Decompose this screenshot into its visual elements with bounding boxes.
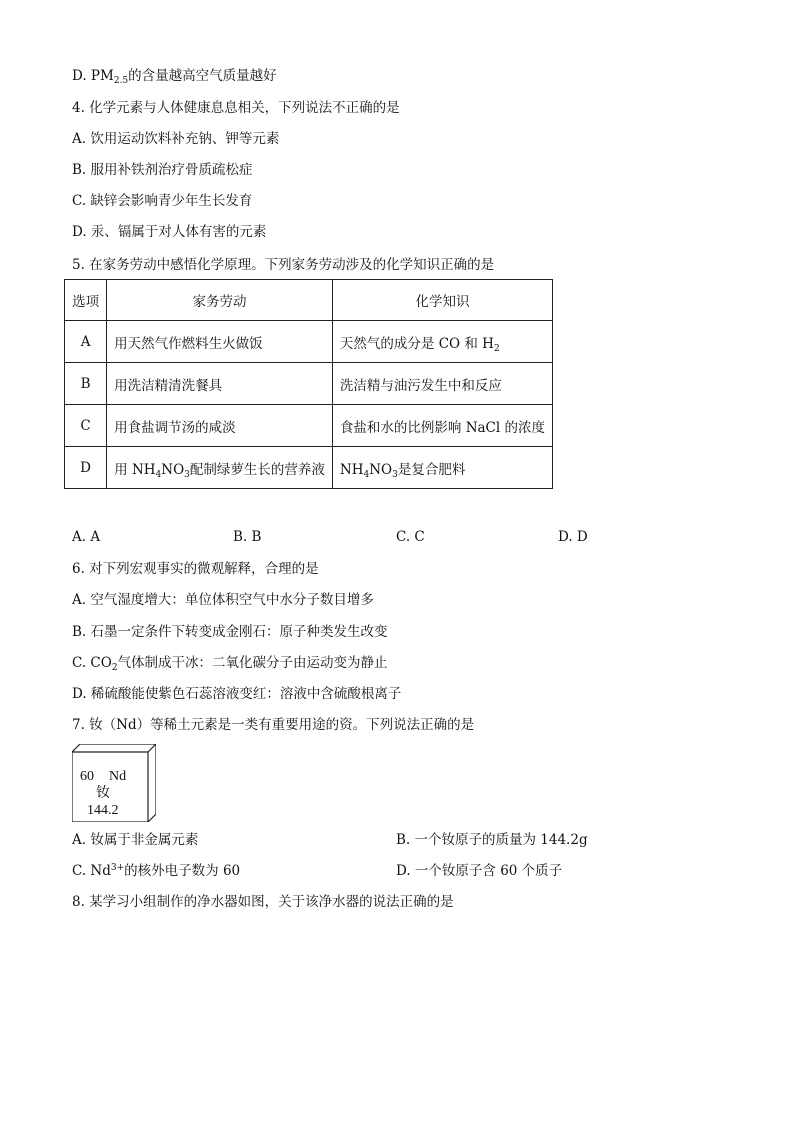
- q6-stem: 6. 对下列宏观事实的微观解释，合理的是: [72, 561, 319, 577]
- element-name: 钕: [96, 786, 110, 801]
- q4-option-b: B. 服用补铁剂治疗骨质疏松症: [72, 162, 253, 178]
- q5-option-a: A. A: [72, 529, 101, 545]
- table-cell-knowledge: 洗洁精与油污发生中和反应: [332, 363, 552, 405]
- table-row: [65, 363, 553, 405]
- element-symbol: Nd: [109, 769, 127, 784]
- q7-option-c: C. $Nd^{3+}$的核外电子数为 60: [72, 863, 241, 879]
- q5-option-b: B. B: [233, 529, 262, 545]
- table-header: 化学知识: [332, 280, 552, 321]
- q5-option-c: C. C: [396, 529, 425, 545]
- table-header-row: [65, 280, 553, 321]
- table-header: 家务劳动: [107, 280, 333, 321]
- q7-stem: 7. 钕（Nd）等稀土元素是一类有重要用途的资。下列说法正确的是: [72, 717, 475, 733]
- periodic-element-card: [72, 744, 156, 822]
- q4-option-a: A. 饮用运动饮料补充钠、钾等元素: [72, 131, 280, 147]
- q5-table: [64, 279, 553, 489]
- table-header: 选项: [65, 280, 107, 321]
- q8-stem: 8. 某学习小组制作的净水器如图，关于该净水器的说法正确的是: [72, 894, 454, 910]
- table-row: [65, 405, 553, 447]
- q7-option-a: A. 钕属于非金属元素: [72, 832, 199, 848]
- q6-option-a: A. 空气湿度增大：单位体积空气中水分子数目增多: [72, 592, 374, 608]
- q6-option-c: C. $CO_2$气体制成干冰：二氧化碳分子由运动变为静止: [72, 655, 388, 673]
- table-row: [65, 321, 553, 363]
- table-cell-knowledge: 食盐和水的比例影响 NaCl 的浓度: [332, 405, 552, 447]
- table-cell-option: B: [65, 363, 107, 405]
- q6-option-d: D. 稀硫酸能使紫色石蕊溶液变红：溶液中含硫酸根离子: [72, 686, 402, 702]
- table-cell-option: D: [65, 447, 107, 489]
- q4-option-d: D. 汞、镉属于对人体有害的元素: [72, 224, 267, 240]
- atomic-mass: 144.2: [87, 803, 119, 818]
- table-row: [65, 447, 553, 489]
- table-cell-knowledge: 天然气的成分是 CO 和 $H_2$: [332, 321, 552, 363]
- q6-option-b: B. 石墨一定条件下转变成金刚石：原子种类发生改变: [72, 624, 388, 640]
- q5-option-d: D. D: [558, 529, 588, 545]
- table-cell-knowledge: $NH_4NO_3$是复合肥料: [332, 447, 552, 489]
- table-cell-labor: 用洗洁精清洗餐具: [107, 363, 333, 405]
- table-cell-labor: 用天然气作燃料生火做饭: [107, 321, 333, 363]
- q5-stem: 5. 在家务劳动中感悟化学原理。下列家务劳动涉及的化学知识正确的是: [72, 257, 495, 273]
- q3-option-d: D. $PM_{2.5}$的含量越高空气质量越好: [72, 68, 277, 86]
- atomic-number: 60: [80, 769, 94, 784]
- table-cell-labor: 用食盐调节汤的咸淡: [107, 405, 333, 447]
- q4-stem: 4. 化学元素与人体健康息息相关，下列说法不正确的是: [72, 100, 400, 116]
- q7-option-b: B. 一个钕原子的质量为 144.2g: [396, 832, 588, 848]
- table-cell-option: A: [65, 321, 107, 363]
- q7-option-d: D. 一个钕原子含 60 个质子: [396, 863, 563, 879]
- table-cell-option: C: [65, 405, 107, 447]
- table-cell-labor: 用 $NH_4NO_3$配制绿萝生长的营养液: [107, 447, 333, 489]
- q4-option-c: C. 缺锌会影响青少年生长发育: [72, 193, 253, 209]
